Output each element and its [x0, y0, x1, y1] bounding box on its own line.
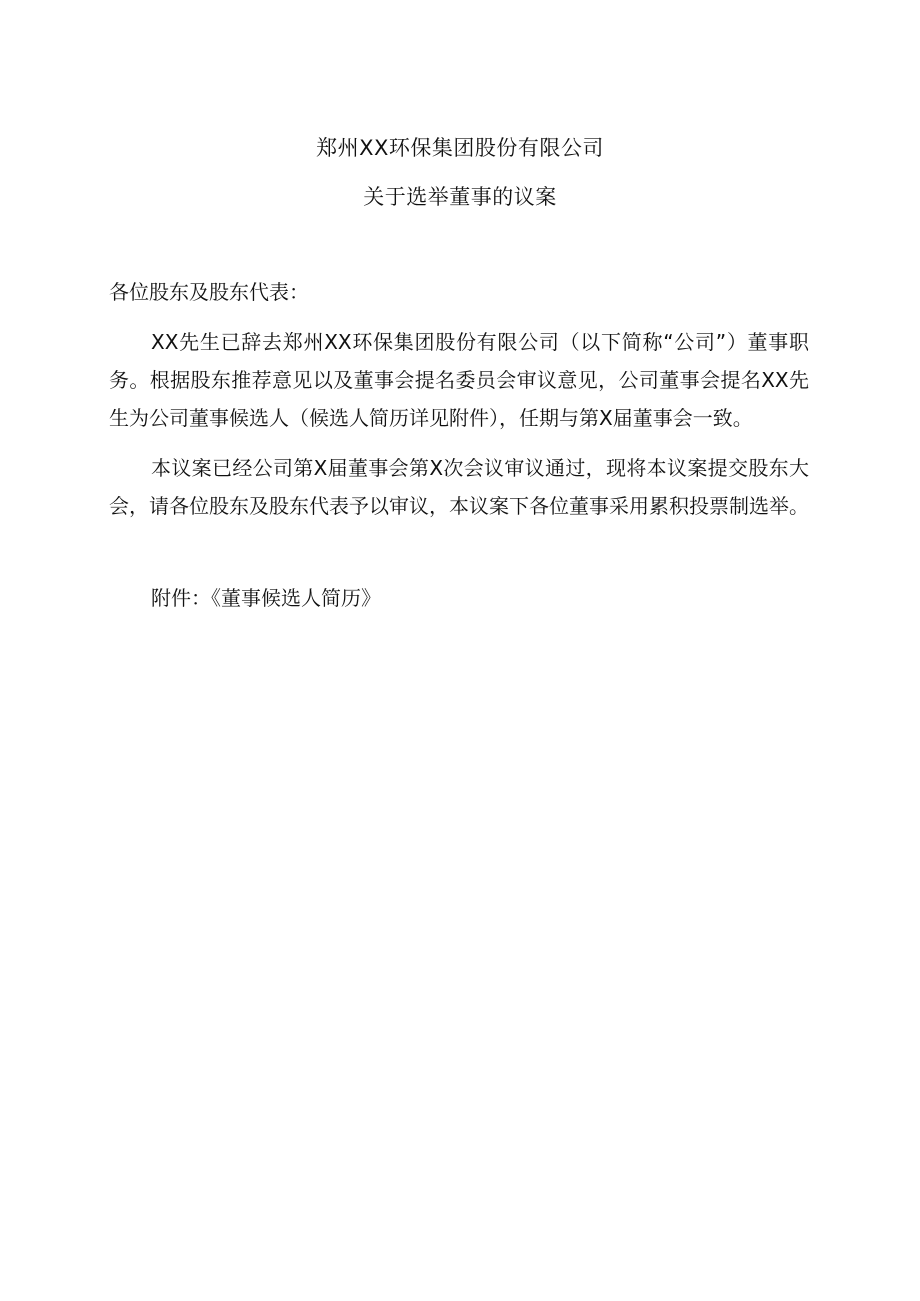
paragraph-approval: 本议案已经公司第X届董事会第X次会议审议通过，现将本议案提交股东大会，请各位股东及股东代表予以审议，本议案下各位董事采用累积投票制选举。 — [109, 456, 809, 518]
salutation: 各位股东及股东代表： — [109, 280, 309, 304]
title-subject: 关于选举董事的议案 — [363, 185, 557, 209]
paragraph-resignation: XX先生已辞去郑州XX环保集团股份有限公司（以下简称“公司”）董事职务。根据股东推荐意见以及董事会提名委员会审议意见，公司董事会提名XX先生为公司董事候选人（候选人简历详见附件），任期与第X届董事会一致。 — [109, 330, 809, 430]
document-body — [109, 273, 809, 617]
attachment-note: 附件：《董事候选人简历》 — [151, 586, 381, 610]
document-title — [0, 124, 920, 222]
title-company: 郑州XX环保集团股份有限公司 — [316, 136, 604, 160]
